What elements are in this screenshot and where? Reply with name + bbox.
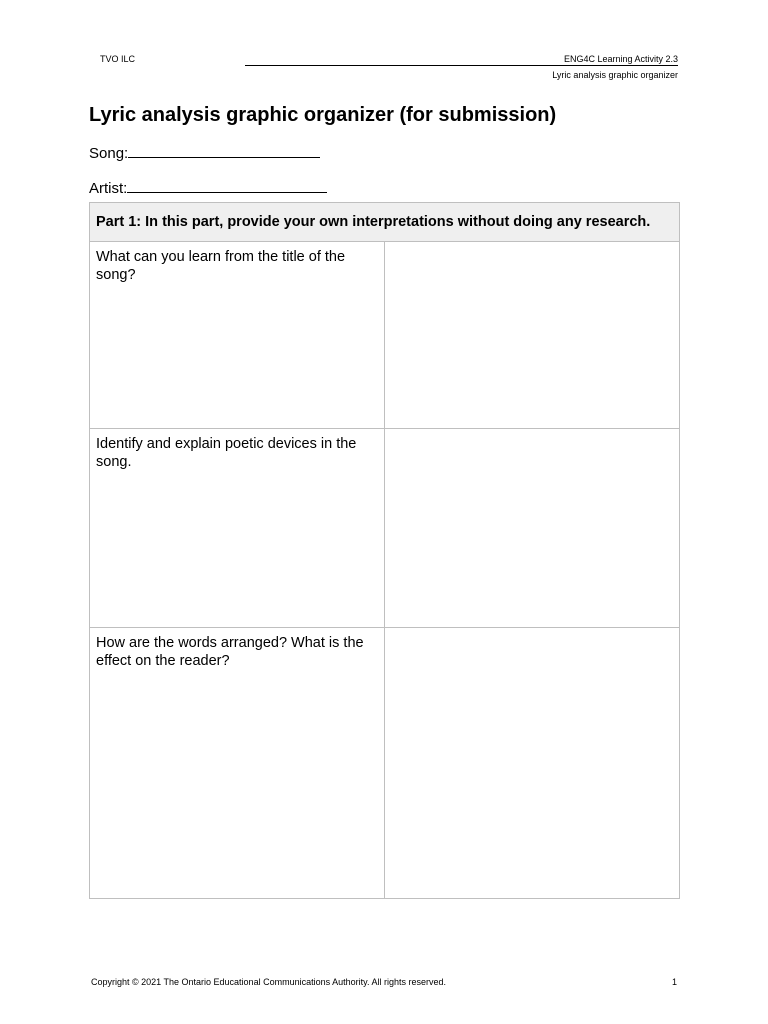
- answer-cell[interactable]: [385, 628, 680, 899]
- header-subtitle: Lyric analysis graphic organizer: [552, 70, 678, 80]
- table-row: [90, 628, 680, 899]
- page-title: Lyric analysis graphic organizer (for submission): [89, 104, 557, 126]
- prompt-cell: Identify and explain poetic devices in the song.: [90, 429, 385, 628]
- song-label: Song:: [89, 145, 129, 162]
- artist-field: [89, 178, 327, 197]
- song-input-line[interactable]: [128, 143, 320, 158]
- artist-input-line[interactable]: [127, 178, 327, 193]
- prompt-cell: What can you learn from the title of the song?: [90, 242, 385, 429]
- footer-page-number: 1: [671, 977, 677, 987]
- prompt-cell: How are the words arranged? What is the effect on the reader?: [90, 628, 385, 899]
- part-1-header: Part 1: In this part, provide your own interpretations without doing any research.: [90, 203, 680, 242]
- header-activity: ENG4C Learning Activity 2.3: [563, 54, 678, 64]
- header-divider: [245, 65, 678, 66]
- organizer-table: [89, 202, 680, 899]
- artist-label: Artist:: [89, 180, 128, 197]
- answer-cell[interactable]: [385, 429, 680, 628]
- footer-copyright: Copyright © 2021 The Ontario Educational Communications Authority. All rights reserved.: [91, 977, 446, 987]
- table-row: [90, 429, 680, 628]
- song-field: [89, 143, 320, 162]
- answer-cell[interactable]: [385, 242, 680, 429]
- table-row: [90, 242, 680, 429]
- header-org: TVO ILC: [100, 54, 136, 64]
